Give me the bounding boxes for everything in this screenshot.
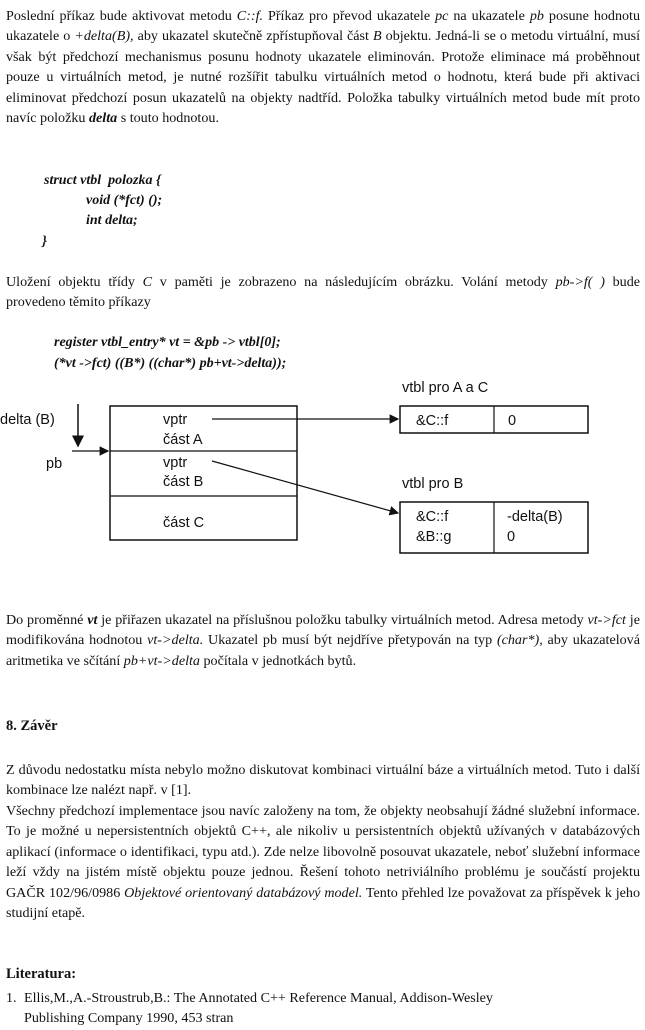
delta-label: delta (B) [0,412,55,428]
literature-item [6,988,640,1028]
code-line: } [42,234,47,249]
obj-cast-c: část C [163,515,205,531]
obj-vptr1: vptr [163,412,188,428]
literature-line2: Publishing Company 1990, 453 stran [24,1010,234,1026]
code-line: struct vtbl polozka { [44,173,161,188]
b-func1: &C::f [416,509,449,525]
paragraph-memory-layout: Uložení objektu třídy C v paměti je zobrazeno na následujícím obrázku. Volání metody pb->f( ) bude provedeno těmito příkazy [6,274,641,311]
obj-vptr2: vptr [163,455,188,471]
literature-line1: Ellis,M.,A.-Stroustrub,B.: The Annotated C++ Reference Manual, Addison-Wesley [24,990,493,1006]
obj-cast-a: část A [163,432,203,448]
paragraph-conclusion-1: Z důvodu nedostatku místa nebylo možno diskutovat kombinaci virtuální báze a virtuálních metod. Tuto i další kombinace lze nalézt např. v [1]. [6,762,640,799]
b-delta1: -delta(B) [507,509,563,525]
obj-cast-b: část B [163,474,204,490]
ac-func: &C::f [416,413,449,429]
literature-number: 1. [6,990,17,1006]
pb-label: pb [46,456,63,472]
b-delta2: 0 [507,529,516,545]
code-line: register vtbl_entry* vt = &pb -> vtbl[0]; [54,335,281,350]
vtbl-b-title: vtbl pro B [402,476,464,492]
paragraph-conclusion-2: Všechny předchozí implementace jsou navíc založeny na tom, že objekty neobsahují žádné služební informace. To je možné u nepersistentních objektů C++, ale nikoliv u persistentních objektů užívaných v databázových aplikací (informace o identifikaci, typu atd.). Zde nelze libovolně posouvat ukazatele, neboť služební informace leží vždy na jistém místě objektu pouze jednou. Řešení tohoto netriviálního problému je součástí projektu GAČR 102/96/0986 Objektové orientovaný databázový model. Tento přehled lze považovat za příspěvek k jeho studijní etapě. [6,803,640,922]
code-line: void (*fct) (); [86,193,163,208]
ac-delta: 0 [508,413,517,429]
literature-heading: Literatura: [6,966,77,982]
section-heading: 8. Závěr [6,718,58,734]
vptr2-arrow [212,461,398,513]
paragraph-explanation: Do proměnné vt je přiřazen ukazatel na příslušnou položku tabulky virtuálních metod. Adresa metody vt->fct je modifikována hodnotou vt->delta. Ukazatel pb musí být nejdříve přetypován na typ (char*), aby ukazatelová aritmetika ve sčítání pb+vt->delta počítala v jednotkách bytů. [6,612,640,669]
code-line: (*vt ->fct) ((B*) ((char*) pb+vt->delta)); [54,356,287,371]
b-func2: &B::g [416,529,452,545]
paragraph-intro: Poslední příkaz bude aktivovat metodu C::f. Příkaz pro převod ukazatele pc na ukazatele pb posune hodnotu ukazatele o +delta(B), aby ukazatel skutečně zpřístupňoval část B objektu. Jedná-li se o metodu virtuální, musí však být předchozí mechanismus posunu hodnoty ukazatele eliminován. Protože eliminace má proběhnout pouze u virtuálních metod, je nutné rozšířit tabulku virtuálních metod o hodnotu, která bude při aktivaci eliminovat předchozí posun ukazatelů na objekty nadtříd. Položka tabulky virtuálních metod bude mít proto navíc položku delta s touto hodnotou. [6,8,641,127]
vtbl-ac-title: vtbl pro A a C [402,380,489,396]
code-line: int delta; [86,213,138,228]
